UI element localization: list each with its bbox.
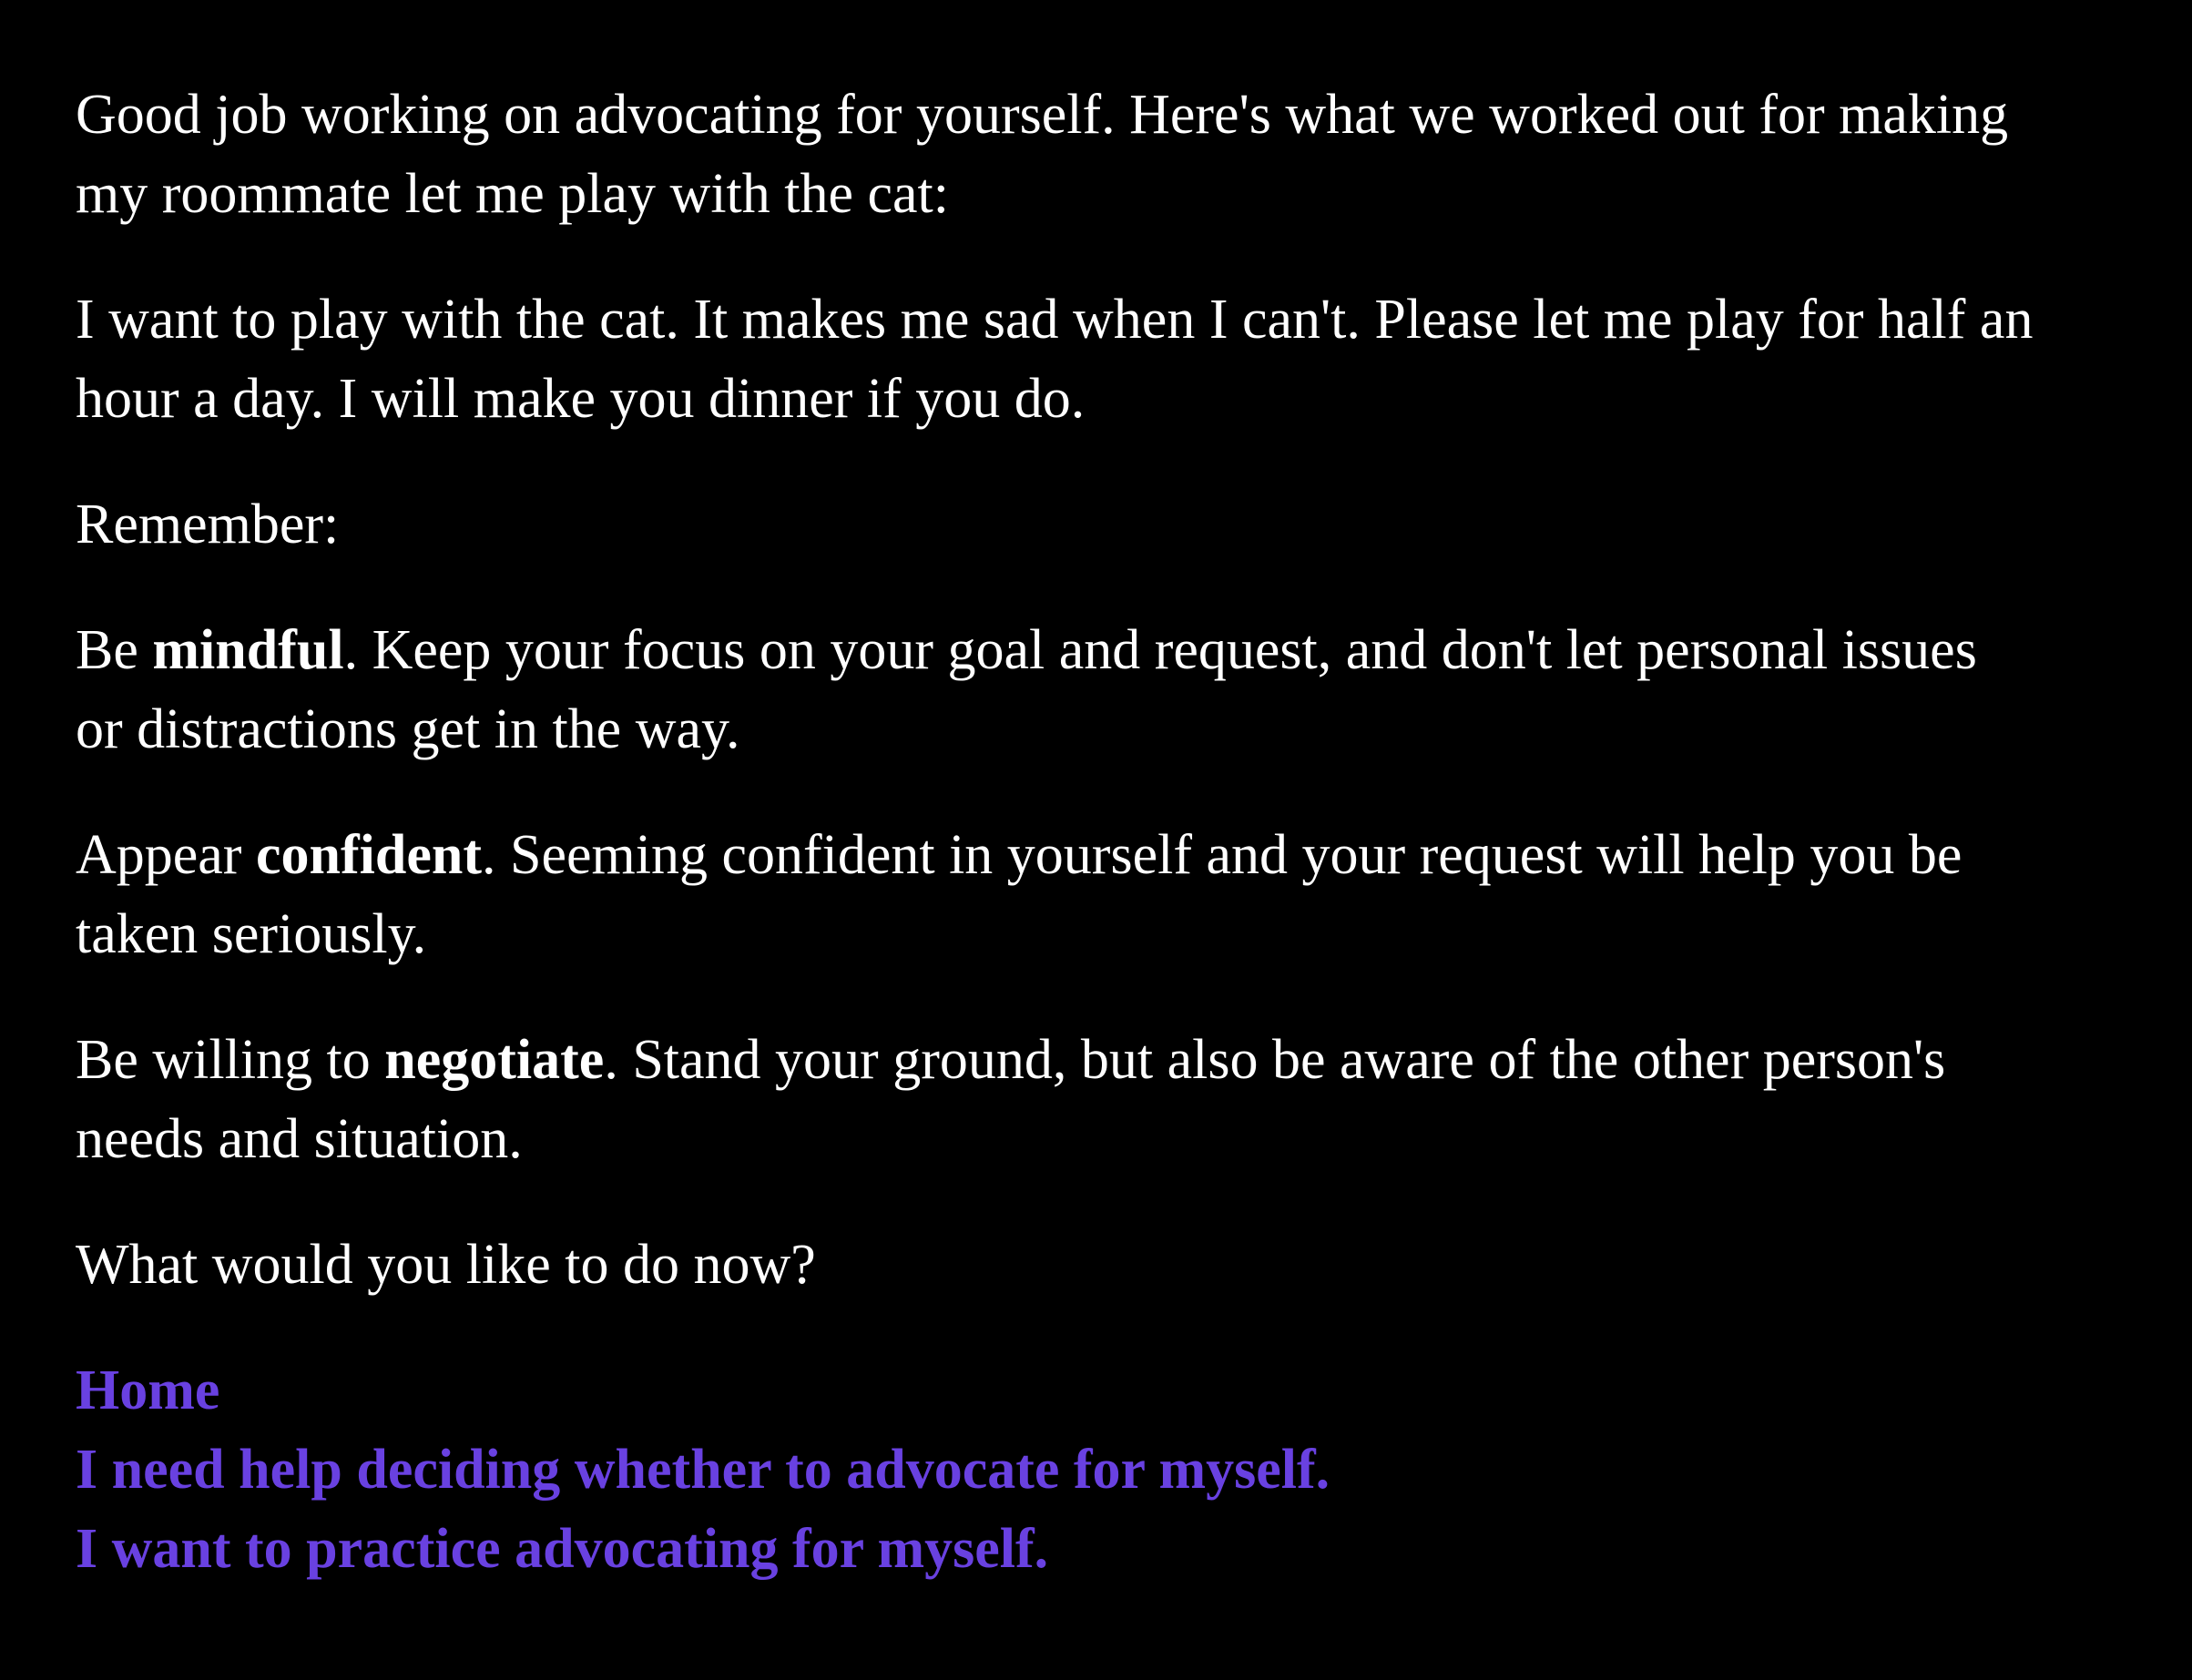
paragraph-prompt (76, 1226, 2128, 1305)
text-line: Remember: (76, 494, 340, 555)
text-segment: Appear (76, 824, 256, 886)
link-home[interactable]: Home (76, 1359, 220, 1421)
emphasis-confident: confident (255, 824, 482, 886)
paragraph-tip-negotiate (76, 1021, 2128, 1179)
choice-list (76, 1351, 2128, 1589)
text-line (76, 611, 2128, 690)
paragraph-tip-mindful (76, 611, 2128, 769)
text-segment: . Stand your ground, but also be aware of the other person's (604, 1029, 1946, 1091)
text-segment: . Seeming confident in yourself and your request will help you be (481, 824, 1963, 886)
text-line: I want to play with the cat. It makes me sad when I can't. Please let me play for half an (76, 289, 2034, 351)
text-line: hour a day. I will make you dinner if you do. (76, 368, 1086, 430)
paragraph-remember (76, 485, 2128, 565)
text-line (76, 1021, 2128, 1100)
emphasis-mindful: mindful (152, 619, 344, 681)
emphasis-negotiate: negotiate (384, 1029, 605, 1091)
text-line: or distractions get in the way. (76, 698, 740, 760)
text-line: Good job working on advocating for yourself. Here's what we worked out for making (76, 84, 2009, 146)
link-practice-advocating[interactable]: I want to practice advocating for myself. (76, 1518, 1049, 1580)
text-line: needs and situation. (76, 1108, 523, 1170)
link-need-help-deciding[interactable]: I need help deciding whether to advocate for myself. (76, 1439, 1330, 1501)
text-segment: . Keep your focus on your goal and request, and don't let personal issues (343, 619, 1977, 681)
paragraph-tip-confident (76, 816, 2128, 974)
text-line: What would you like to do now? (76, 1234, 816, 1296)
paragraph-intro (76, 76, 2128, 234)
text-line: my roommate let me play with the cat: (76, 163, 950, 225)
text-segment: Be willing to (76, 1029, 385, 1091)
text-line: taken seriously. (76, 903, 427, 965)
paragraph-request-script (76, 280, 2128, 439)
text-line (76, 816, 2128, 895)
text-segment: Be (76, 619, 153, 681)
